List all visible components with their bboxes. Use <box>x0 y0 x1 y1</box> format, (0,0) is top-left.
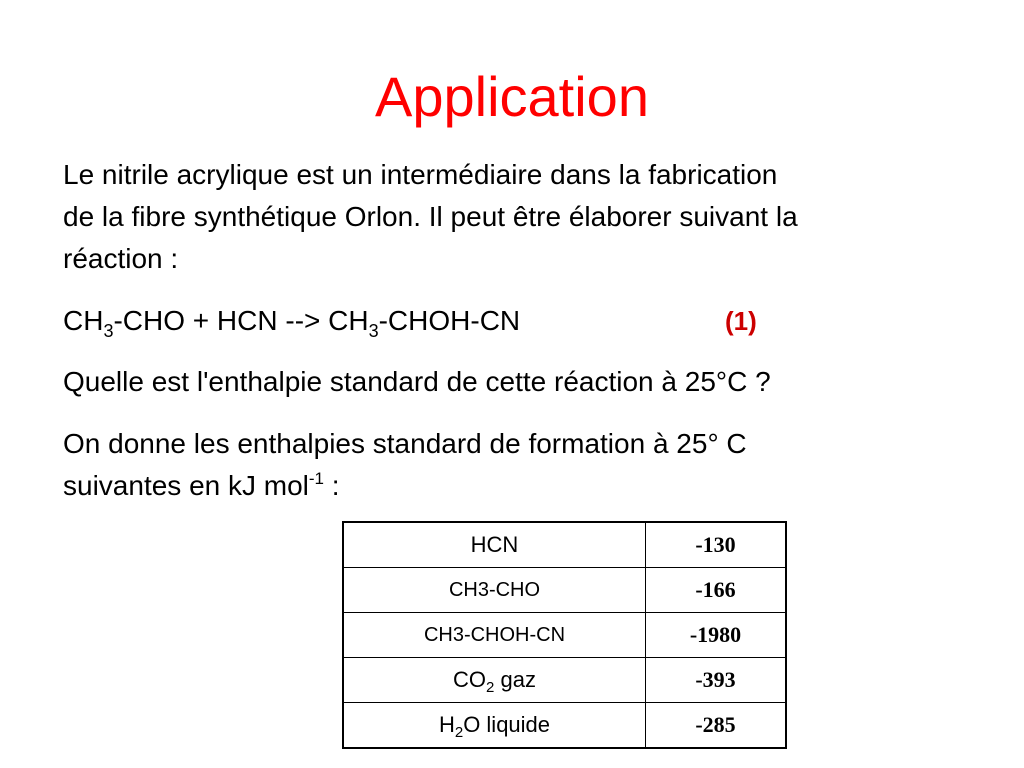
intro-line-2: de la fibre synthétique Orlon. Il peut être élaborer suivant la <box>63 201 798 232</box>
table-row <box>343 703 786 749</box>
compound-subscript: 2 <box>486 679 495 696</box>
reactant-subscript: 3 <box>103 321 114 341</box>
table-row <box>343 522 786 568</box>
product-rest: -CHOH-CN <box>378 305 521 336</box>
enthalpy-table <box>342 521 787 749</box>
compound-cell <box>343 703 646 749</box>
question-text: Quelle est l'enthalpie standard de cette réaction à 25°C ? <box>63 366 771 397</box>
intro-line-1: Le nitrile acrylique est un intermédiaire dans la fabrication <box>63 159 778 190</box>
reaction-equation <box>63 300 983 342</box>
compound-main: H <box>438 712 455 737</box>
intro-paragraph <box>63 154 983 280</box>
units-superscript: -1 <box>308 469 325 488</box>
compound-subscript: 2 <box>454 724 464 741</box>
reaction-middle: -CHO + HCN --> CH <box>113 305 369 336</box>
slide-title: Application <box>375 65 649 128</box>
compound-cell: CH3-CHOH-CN <box>343 613 646 658</box>
enthalpy-value-cell: -393 <box>646 658 787 703</box>
given-units: suivantes en kJ mol <box>63 470 309 501</box>
compound-main: CO <box>453 667 487 692</box>
enthalpy-value-cell: -285 <box>646 703 787 749</box>
reactant-ch: CH <box>63 305 104 336</box>
compound-cell: HCN <box>343 522 646 568</box>
given-paragraph <box>63 423 983 507</box>
compound-cell <box>343 658 646 703</box>
given-line-1: On donne les enthalpies standard de formation à 25° C <box>63 428 747 459</box>
given-line-2 <box>63 465 983 507</box>
table-row <box>343 658 786 703</box>
intro-line-3: réaction : <box>63 243 179 274</box>
table-row <box>343 568 786 613</box>
product-subscript: 3 <box>368 321 379 341</box>
enthalpy-value-cell: -130 <box>646 522 787 568</box>
compound-cell: CH3-CHO <box>343 568 646 613</box>
compound-rest: O liquide <box>463 712 551 737</box>
given-colon: : <box>324 470 340 501</box>
compound-rest: gaz <box>494 667 536 692</box>
reaction-number: (1) <box>725 306 757 336</box>
enthalpy-value-cell: -166 <box>646 568 787 613</box>
table-row <box>343 613 786 658</box>
enthalpy-value-cell: -1980 <box>646 613 787 658</box>
